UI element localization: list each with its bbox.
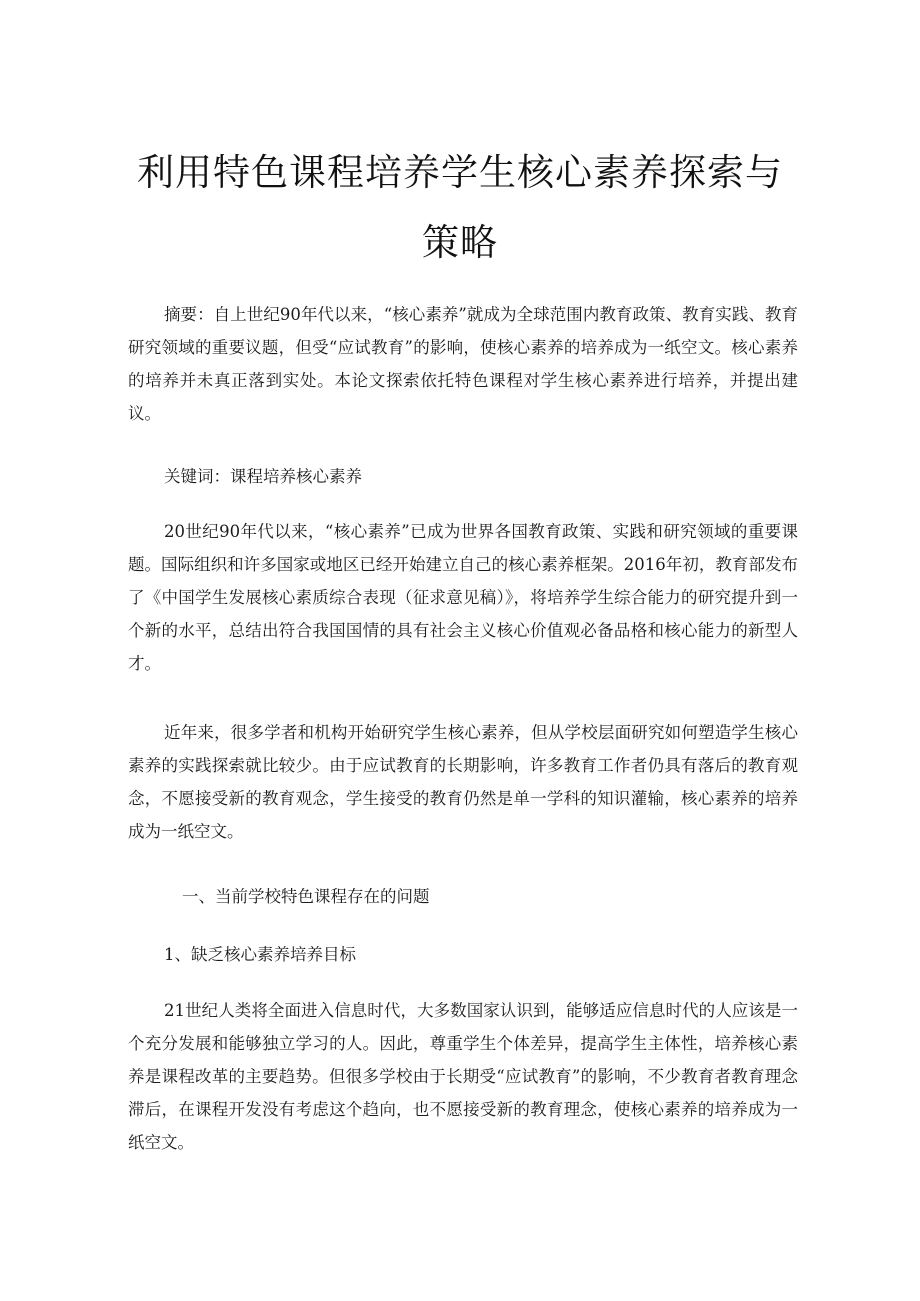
title-line-1: 利用特色课程培养学生核心素养探索与 <box>137 151 783 194</box>
section-heading: 一、当前学校特色课程存在的问题 <box>182 887 430 906</box>
body-paragraph-3: 21世纪人类将全面进入信息时代，大多数国家认识到，能够适应信息时代的人应该是一个充分发展和能够独立学习的人。因此，尊重学生个体差异，提高学生主体性，培养核心素养是课程改革的主要趋势。但很多学校由于长期受“应试教育”的影响，不少教育者教育理念滞后，在课程开发没有考虑这个趋向，也不愿接受新的教育理念，使核心素养的培养成为一纸空文。 <box>128 1001 798 1152</box>
title-line-2: 策略 <box>422 221 498 264</box>
keywords-line: 关键词：课程培养核心素养 <box>164 467 362 486</box>
abstract-paragraph: 摘要：自上世纪90年代以来，“核心素养”就成为全球范围内教育政策、教育实践、教育研究领域的重要议题，但受“应试教育”的影响，使核心素养的培养成为一纸空文。核心素养的培养并未真正落到实处。本论文探索依托特色课程对学生核心素养进行培养，并提出建议。 <box>128 305 798 423</box>
subsection-heading: 1、缺乏核心素养培养目标 <box>164 945 356 964</box>
body-paragraph-2: 近年来，很多学者和机构开始研究学生核心素养，但从学校层面研究如何塑造学生核心素养的实践探索就比较少。由于应试教育的长期影响，许多教育工作者仍具有落后的教育观念，不愿接受新的教育观念，学生接受的教育仍然是单一学科的知识灌输，核心素养的培养成为一纸空文。 <box>128 723 798 841</box>
body-paragraph-1: 20世纪90年代以来，“核心素养”已成为世界各国教育政策、实践和研究领域的重要课题。国际组织和许多国家或地区已经开始建立自己的核心素养框架。2016年初，教育部发布了《中国学生发展核心素质综合表现（征求意见稿）》，将培养学生综合能力的研究提升到一个新的水平，总结出符合我国国情的具有社会主义核心价值观必备品格和核心能力的新型人才。 <box>128 522 798 673</box>
